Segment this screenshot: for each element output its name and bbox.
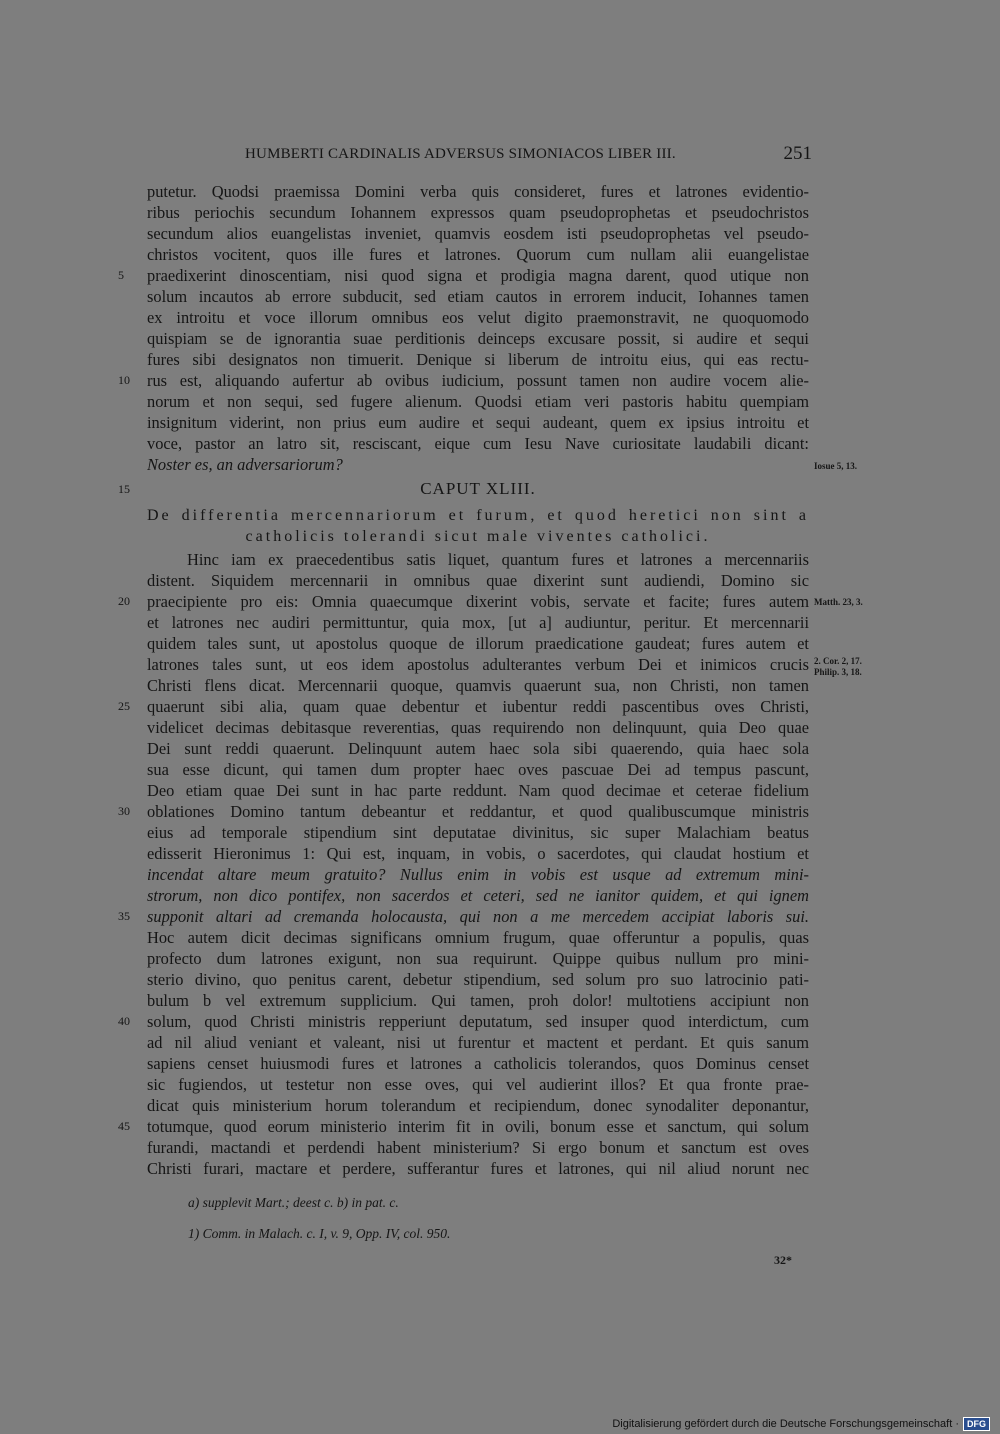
running-title: HUMBERTI CARDINALIS ADVERSUS SIMONIACOS LIBER III. xyxy=(245,146,676,162)
line-number: 25 xyxy=(118,699,130,713)
text-line: quaerunt sibi alia, quam quae debentur et iubentur reddi pascentibus oves Christi, xyxy=(147,697,809,716)
text-line: Christi furari, mactare et perdere, sufferantur fures et latrones, qui nil aliud norunt nec xyxy=(147,1159,809,1178)
text-line: Hoc autem dicit decimas significans omnium frugum, quae offeruntur a populis, quas xyxy=(147,928,809,947)
text-line: Deo etiam quae Dei sunt in hac parte reddunt. Nam quod decimae et ceterae fidelium xyxy=(147,781,809,800)
text-line: secundum alios euangelistas inveniet, quamvis eosdem isti pseudoprophetas vel pseudo- xyxy=(147,224,809,243)
text-line: Dei sunt reddi quaerunt. Delinquunt autem haec sola sibi quaerendo, quia haec sola xyxy=(147,739,809,758)
text-line: strorum, non dico pontifex, non sacerdos et ceteri, sed ne ianitor quidem, et qui ignem xyxy=(147,886,809,905)
text-line: norum et non sequi, sed fugere alienum. Quodsi etiam veri pastoris habitu quempiam xyxy=(147,392,809,411)
text-line: sua esse dicunt, qui tamen dum propter haec oves pascuae Dei ad tempus pascunt, xyxy=(147,760,809,779)
line-number: 40 xyxy=(118,1014,130,1028)
margin-reference: Philip. 3, 18. xyxy=(814,667,862,677)
margin-reference: 2. Cor. 2, 17. xyxy=(814,656,862,666)
margin-reference: Matth. 23, 3. xyxy=(814,597,863,607)
text-line: furandi, mactandi et perdendi habent ministerium? Si ergo bonum et sanctum est oves xyxy=(147,1138,809,1157)
footer-text: Digitalisierung gefördert durch die Deutsche Forschungsgemeinschaft · xyxy=(612,1417,959,1430)
text-line: distent. Siquidem mercennarii in omnibus quae dixerint sunt audiendi, Domino sic xyxy=(147,571,809,590)
signature-mark: 32* xyxy=(774,1253,792,1267)
text-line: ribus periochis secundum Iohannem expressos quam pseudoprophetas et pseudochristos xyxy=(147,203,809,222)
text-line: ex introitu et voce illorum omnibus eos velut digito praemonstravit, ne quoquomodo xyxy=(147,308,809,327)
text-line: oblationes Domino tantum debeantur et reddantur, et quod qualibuscumque ministris xyxy=(147,802,809,821)
text-line: totumque, quod eorum ministerio interim fit in ovili, bonum esse et sanctum, qui solum xyxy=(147,1117,809,1136)
line-number: 20 xyxy=(118,594,130,608)
text-line: sterio divino, quo penitus carent, debetur stipendium, sed solum pro suo latrocinio pati- xyxy=(147,970,809,989)
caput-title-line: De differentia mercennariorum et furum, et quod heretici non sint a xyxy=(147,507,809,524)
source-footnote: 1) Comm. in Malach. c. I, v. 9, Opp. IV, col. 950. xyxy=(188,1226,451,1241)
margin-reference: Iosue 5, 13. xyxy=(814,461,858,471)
line-number: 30 xyxy=(118,804,130,818)
text-line: bulum b vel extremum supplicium. Qui tamen, proh dolor! multotiens accipiunt non xyxy=(147,991,809,1010)
line-number: 15 xyxy=(118,482,130,496)
caput-heading: CAPUT XLIII. xyxy=(420,479,536,498)
line-number: 5 xyxy=(118,268,124,282)
text-line: voce, pastor an latro sit, resciscant, eique cum Iesu Nave curiositate laudabili dicant: xyxy=(147,434,809,453)
text-line: Christi flens dicat. Mercennarii quoque, quamvis quaerunt sua, non Christi, non tamen xyxy=(147,676,809,695)
text-line: videlicet decimas debitasque reverentias, quas requirendo non delinquunt, quia Deo quae xyxy=(147,718,809,737)
page-number: 251 xyxy=(783,143,812,164)
caput-title-line: catholicis tolerandi sicut male viventes catholici. xyxy=(245,528,711,545)
digitization-footer xyxy=(612,1417,990,1430)
text-line: putetur. Quodsi praemissa Domini verba quis consideret, fures et latrones evidentio- xyxy=(147,182,809,201)
text-line: latrones tales sunt, ut eos idem apostolus adulterantes verbum Dei et inimicos crucis xyxy=(147,655,809,674)
text-line: supponit altari ad cremanda holocausta, qui non a me mercedem accipiat laboris sui. xyxy=(147,907,809,926)
text-line: praecipiente pro eis: Omnia quaecumque dixerint vobis, servate et facite; fures autem xyxy=(147,592,809,611)
dfg-logo: DFG xyxy=(963,1417,990,1431)
text-line: Noster es, an adversariorum? xyxy=(147,455,343,474)
text-line: quispiam se de ignorantia suae perditionis deinceps excusare possit, si audire et sequi xyxy=(147,329,809,348)
text-line: christos vocitent, quos ille fures et latrones. Quorum cum nullam alii euangelistae xyxy=(147,245,809,264)
apparatus-footnote: a) supplevit Mart.; deest c. b) in pat. c. xyxy=(188,1195,399,1210)
text-line: et latrones nec audiri permittuntur, quia mox, [ut a] audiuntur, peritur. Et mercennarii xyxy=(147,613,809,632)
text-line: profecto dum latrones exigunt, non sua requirunt. Quippe quibus nullum pro mini- xyxy=(147,949,809,968)
text-line: rus est, aliquando aufertur ab ovibus iudicium, possunt tamen non audire vocem alie- xyxy=(147,371,809,390)
text-line: fures sibi designatos non timuerit. Denique si liberum de introitu eius, qui eas rectu- xyxy=(147,350,809,369)
text-line: dicat quis ministerium horum tolerandum et recipiendum, donec synodaliter deponantur, xyxy=(147,1096,809,1115)
text-line: eius ad temporale stipendium sint deputatae divinitus, sic super Malachiam beatus xyxy=(147,823,809,842)
text-line: praedixerint dinoscentiam, nisi quod signa et prodigia magna darent, quod utique non xyxy=(147,266,809,285)
text-line: Hinc iam ex praecedentibus satis liquet, quantum fures et latrones a mercennariis xyxy=(187,550,809,569)
text-line: solum, quod Christi ministris repperiunt deputatum, sed insuper quod interdictum, cum xyxy=(147,1012,809,1031)
text-line: sapiens censet huiusmodi fures et latrones a catholicis tolerandos, quos Dominus censet xyxy=(147,1054,809,1073)
running-header xyxy=(245,143,812,166)
text-line: quidem tales sunt, ut apostolus quoque de illorum praedicatione gaudeat; fures autem et xyxy=(147,634,809,653)
text-line: insignitum viderint, non prius eum audire et sequi audeant, quem ex ipsius introitu et xyxy=(147,413,809,432)
line-number: 10 xyxy=(118,373,130,387)
line-number: 35 xyxy=(118,909,130,923)
text-line: solum incautos ab errore subducit, sed etiam cautos in errorem inducit, Iohannes tamen xyxy=(147,287,809,306)
line-number: 45 xyxy=(118,1119,130,1133)
text-line: incendat altare meum gratuito? Nullus enim in vobis est usque ad extremum mini- xyxy=(147,865,809,884)
text-line: sic fugiendos, ut testetur non esse oves, qui vel audierint illos? Et qua fronte prae- xyxy=(147,1075,809,1094)
text-line: ad nil aliud veniant et valeant, nisi ut furentur et mactent et perdant. Et quis sanum xyxy=(147,1033,809,1052)
text-line: edisserit Hieronimus 1: Qui est, inquam, in vobis, o sacerdotes, qui claudat hostium et xyxy=(147,844,809,863)
